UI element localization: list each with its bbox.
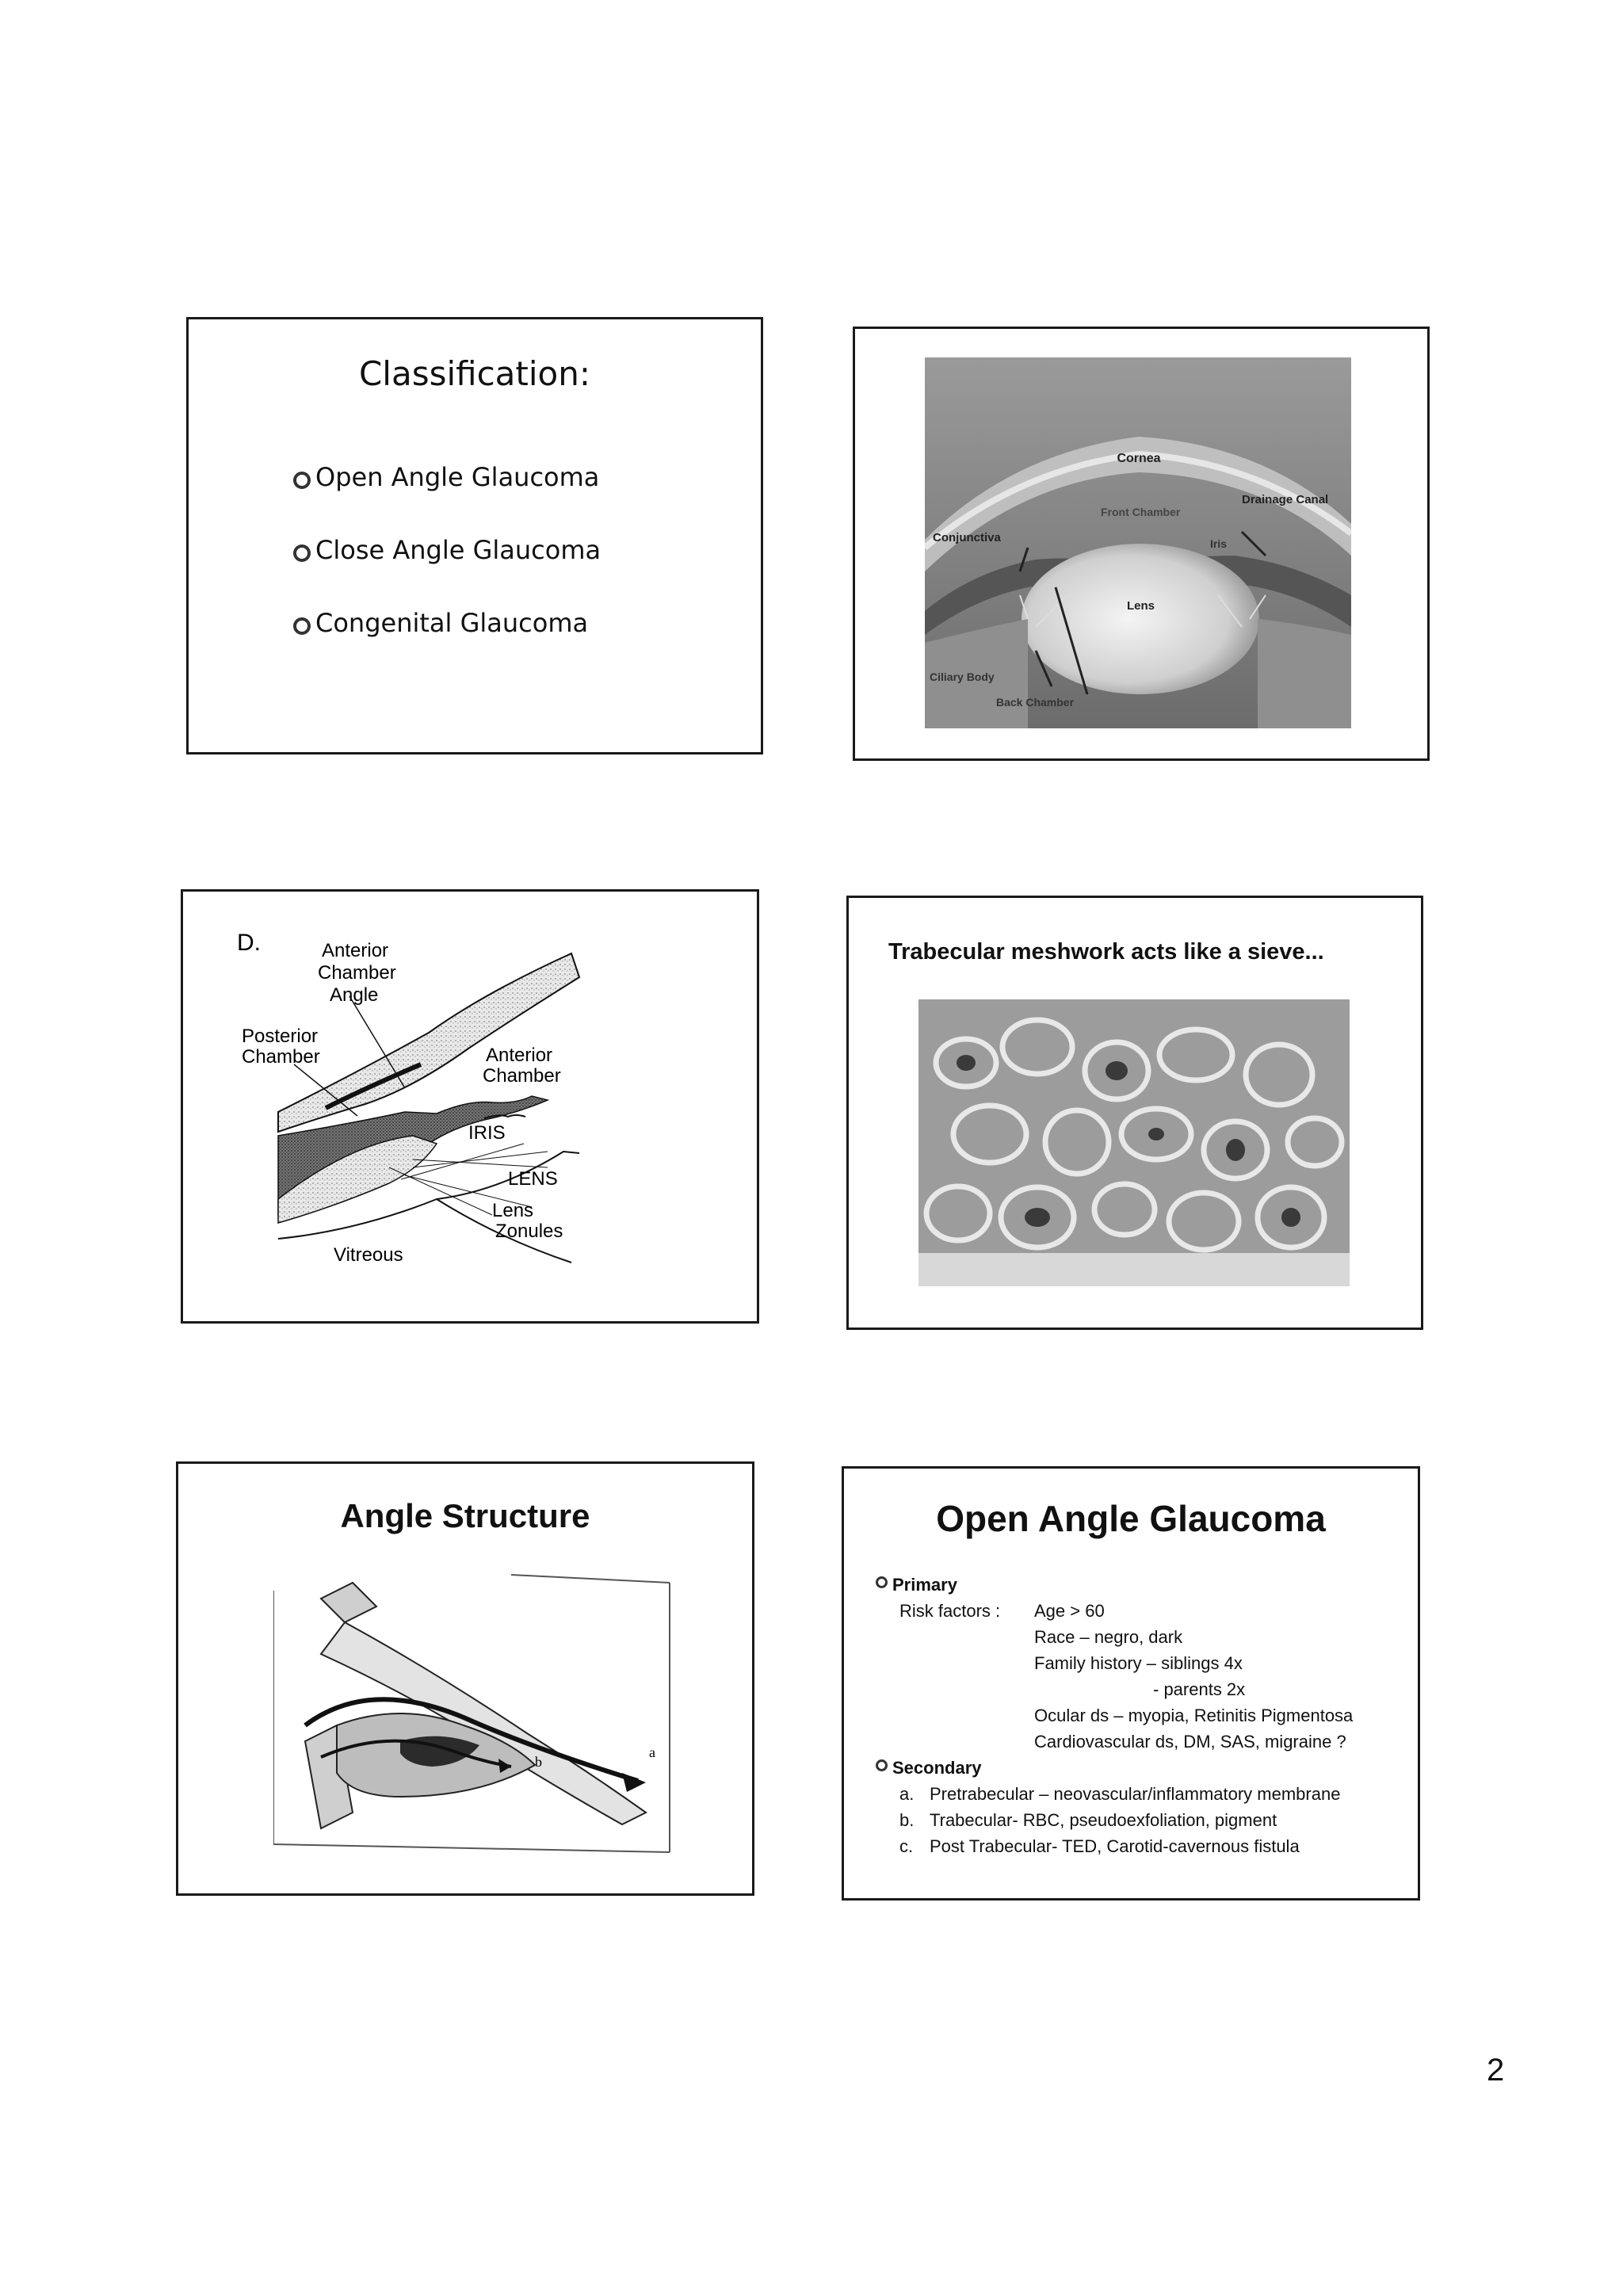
label-anterior-chamber-angle-1: Anterior — [322, 940, 389, 961]
label-front-chamber: Front Chamber — [1101, 506, 1181, 518]
list-item: - parents 2x — [1153, 1679, 1246, 1699]
slide-angle-diagram — [181, 889, 759, 1324]
list-item: Family history – siblings 4x — [1034, 1653, 1243, 1673]
bullet-icon — [293, 544, 311, 562]
slide-eye-anatomy — [853, 327, 1430, 761]
slide-classification — [186, 317, 763, 755]
label-iris: Iris — [1210, 537, 1228, 550]
slide-open-angle-glaucoma — [842, 1466, 1420, 1901]
list-item: Age > 60 — [1034, 1601, 1105, 1621]
bullet-icon — [876, 1576, 888, 1588]
label-vitreous: Vitreous — [334, 1244, 403, 1266]
list-item: a. Pretrabecular – neovascular/inflammatory membrane — [899, 1784, 1341, 1804]
slide-trabecular-meshwork — [846, 896, 1423, 1330]
secondary-list — [876, 1781, 1415, 1859]
page-number: 2 — [1487, 2053, 1505, 2088]
label-drainage-canal: Drainage Canal — [1242, 493, 1329, 506]
risk-factors — [876, 1598, 1415, 1755]
label-b: b — [535, 1754, 542, 1770]
list-item: Close Angle Glaucoma — [293, 535, 601, 608]
list-item: b. Trabecular- RBC, pseudoexfoliation, pigment — [899, 1810, 1277, 1830]
slide-title: Trabecular meshwork acts like a sieve... — [888, 939, 1324, 965]
label-conjunctiva: Conjunctiva — [933, 531, 1001, 544]
list-item: Open Angle Glaucoma — [293, 462, 601, 535]
classification-list — [293, 462, 601, 681]
label-lens: LENS — [508, 1168, 558, 1190]
slide-title: Open Angle Glaucoma — [936, 1498, 1326, 1539]
eye-anatomy-illustration — [925, 357, 1351, 728]
risk-factors-label: Risk factors : — [899, 1601, 1001, 1621]
list-item: Race – negro, dark — [1034, 1627, 1183, 1647]
list-item: Congenital Glaucoma — [293, 608, 601, 681]
slide-body — [876, 1572, 1415, 1859]
list-item: c. Post Trabecular- TED, Carotid-cavernous fistula — [899, 1836, 1300, 1856]
angle-structure-diagram — [273, 1559, 685, 1876]
bullet-icon — [293, 472, 311, 489]
label-lens: Lens — [1127, 599, 1155, 613]
risk-factors-list — [1034, 1598, 1353, 1755]
slide-title: Angle Structure — [340, 1497, 590, 1534]
label-cornea: Cornea — [1117, 452, 1161, 465]
label-posterior-chamber-2: Chamber — [242, 1046, 320, 1068]
label-lens-zonules-1: Lens — [492, 1200, 534, 1221]
figure-letter: D. — [237, 930, 261, 956]
slide-title: Classification: — [358, 354, 591, 393]
secondary-heading: Secondary — [876, 1755, 1415, 1781]
label-anterior-chamber-angle-3: Angle — [330, 984, 379, 1006]
trabecular-meshwork-image — [918, 999, 1350, 1286]
slide-angle-structure — [176, 1461, 754, 1896]
label-lens-zonules-2: Zonules — [495, 1221, 563, 1242]
angle-diagram — [231, 906, 706, 1302]
label-iris: IRIS — [468, 1122, 506, 1144]
label-posterior-chamber-1: Posterior — [242, 1026, 319, 1047]
label-a: a — [649, 1744, 655, 1760]
bullet-icon — [876, 1759, 888, 1771]
label-anterior-chamber-2: Chamber — [483, 1065, 561, 1087]
label-anterior-chamber-angle-2: Chamber — [318, 962, 396, 984]
label-ciliary-body: Ciliary Body — [930, 670, 995, 683]
list-item: Ocular ds – myopia, Retinitis Pigmentosa — [1034, 1706, 1354, 1725]
list-item: Cardiovascular ds, DM, SAS, migraine ? — [1034, 1732, 1346, 1752]
primary-heading: Primary — [876, 1572, 1415, 1598]
label-back-chamber: Back Chamber — [996, 696, 1075, 709]
bullet-icon — [293, 617, 311, 635]
label-anterior-chamber-1: Anterior — [486, 1045, 553, 1066]
